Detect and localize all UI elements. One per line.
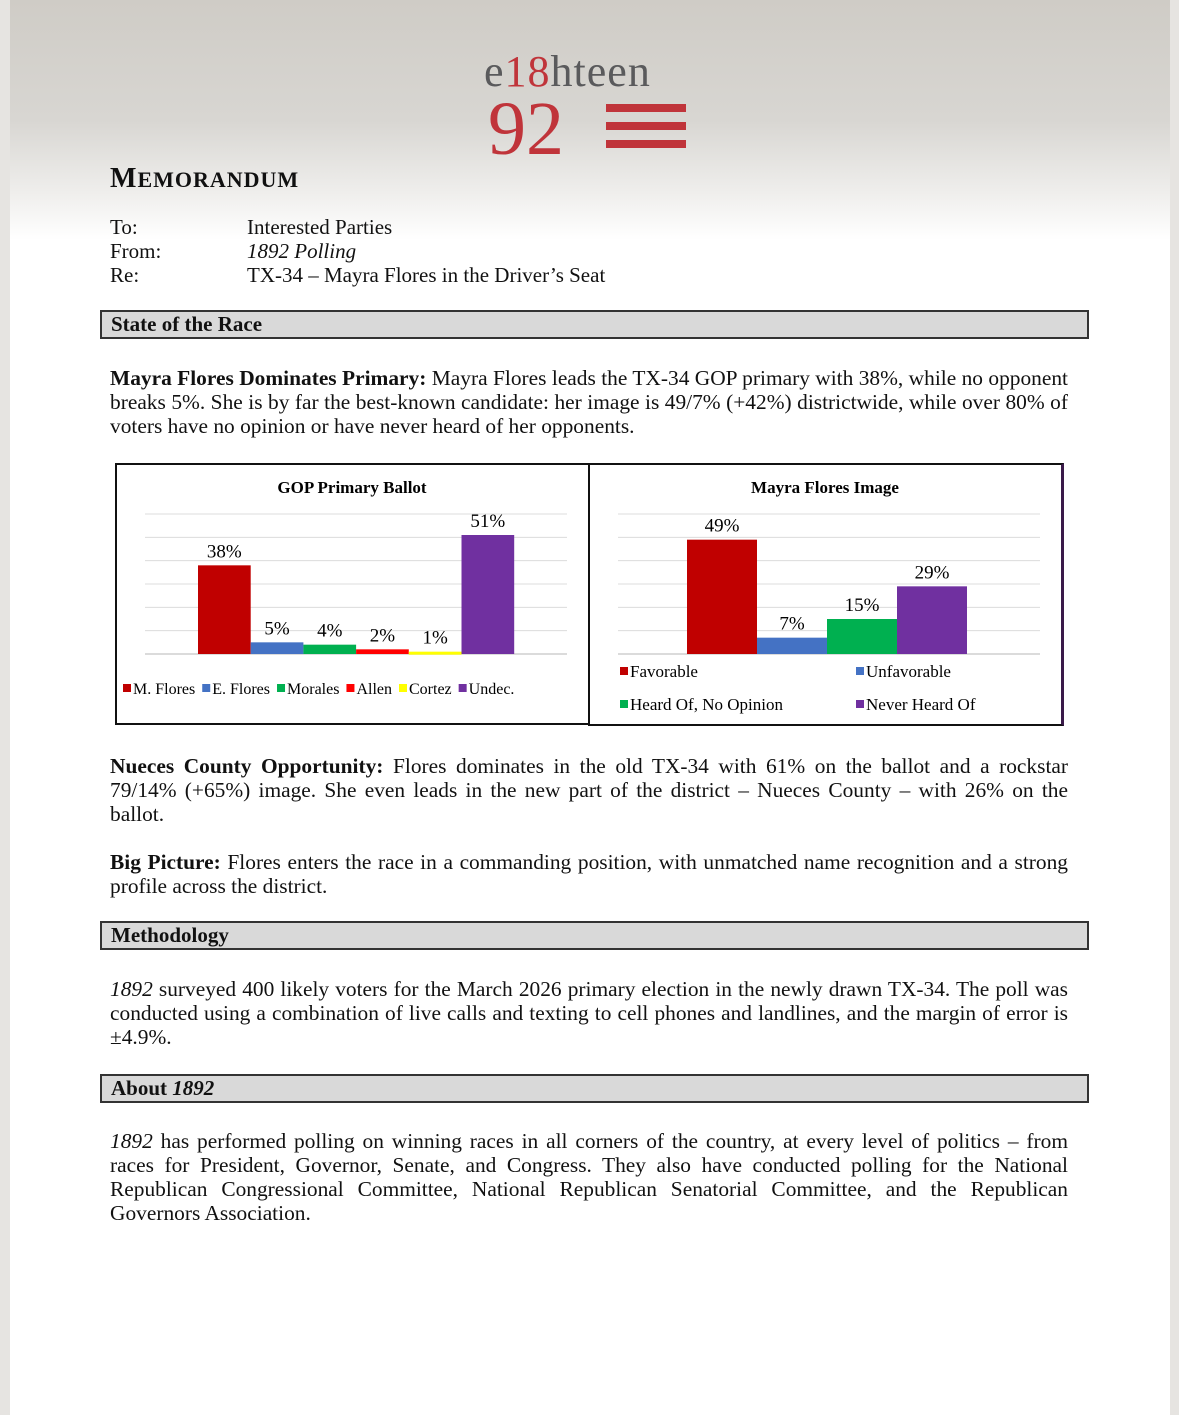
legend-label: Undec. [468,681,515,698]
gop-primary-chart [115,463,590,725]
to-value: Interested Parties [247,215,393,239]
from-value: 1892 Polling [247,239,357,263]
data-label: 49% [704,515,740,537]
logo-stripe [606,122,686,130]
logo-stripe [606,104,686,112]
paragraph-about: 1892 has performed polling on winning races in all corners of the country, at every level of politics – from races for President, Governor, Senate, and Congress. They also have conducted polling for the National Republican Congressional Committee, National Republican Senatorial Committee, and the Republican Governors Association. [110,1129,1068,1225]
bar-undec- [462,535,515,654]
legend-swatch [856,700,864,708]
legend-swatch [346,684,354,692]
legend-label: Cortez [409,681,452,698]
legend-swatch [620,667,628,675]
chart-title: Mayra Flores Image [751,478,899,497]
legend-swatch [123,684,131,692]
legend-label: Never Heard Of [866,695,976,714]
legend-swatch [202,684,210,692]
legend-swatch [620,700,628,708]
from-label: From: [110,239,162,263]
legend-label: Morales [287,681,340,698]
bar-m-flores [198,565,251,654]
data-label: 2% [369,625,396,647]
logo-92: 92 [488,87,564,171]
legend-swatch [459,684,467,692]
data-label: 5% [264,618,290,640]
section-header-state-of-race: State of the Race [100,310,1089,339]
bar-allen [356,649,409,654]
flores-image-chart-svg [590,465,1061,724]
section-header-methodology: Methodology [100,921,1089,950]
data-label: 1% [422,627,448,649]
paragraph-methodology: 1892 surveyed 400 likely voters for the March 2026 primary election in the newly drawn TX-34. The poll was conducted using a combination of live calls and texting to cell phones and landlines, and the margin of error is ±4.9%. [110,977,1068,1049]
bar-e-flores [251,642,304,654]
bar-cortez [409,652,462,655]
legend-label: Heard Of, No Opinion [630,695,783,714]
paragraph-big-picture: Big Picture: Flores enters the race in a commanding position, with unmatched name recognition and a strong profile across the district. [110,850,1068,898]
section-header-about: About 1892 [100,1074,1089,1103]
data-label: 51% [470,511,506,532]
logo-eighteen: e18hteen [484,47,651,96]
to-label: To: [110,215,138,239]
re-value: TX-34 – Mayra Flores in the Driver’s Seat [247,263,606,287]
memo-title: MEMORANDUM [110,163,300,194]
legend-label: Unfavorable [866,662,951,681]
legend-label: Allen [356,681,392,698]
legend-label: M. Flores [133,681,196,698]
legend-swatch [277,684,285,692]
chart-title: GOP Primary Ballot [277,478,427,497]
bar-heard-of-no-opinion [827,619,897,654]
legend-swatch [399,684,407,692]
data-label: 4% [317,620,343,642]
legend-label: Favorable [630,662,698,681]
paragraph-primary: Mayra Flores Dominates Primary: Mayra Flores leads the TX-34 GOP primary with 38%, while no opponent breaks 5%. She is by far the best-known candidate: her image is 49/7% (+42%) districtwide, while over 80% of voters have no opinion or have never heard of her opponents. [110,366,1068,438]
legend-label: E. Flores [212,681,271,698]
data-label: 15% [844,595,880,616]
bar-never-heard-of [897,586,967,654]
flores-image-chart [588,463,1064,726]
legend-swatch [856,667,864,675]
bar-favorable [687,540,757,654]
data-label: 38% [206,541,242,563]
bar-morales [303,645,356,654]
re-label: Re: [110,263,140,287]
data-label: 7% [779,613,805,635]
gop-primary-chart-svg [117,465,588,723]
data-label: 29% [914,562,950,584]
bar-unfavorable [757,638,827,654]
logo-stripe [606,140,686,148]
paragraph-nueces: Nueces County Opportunity: Flores dominates in the old TX-34 with 61% on the ballot and a rockstar 79/14% (+65%) image. She even leads in the new part of the district – Nueces County – with 26% on the ballot. [110,754,1068,826]
